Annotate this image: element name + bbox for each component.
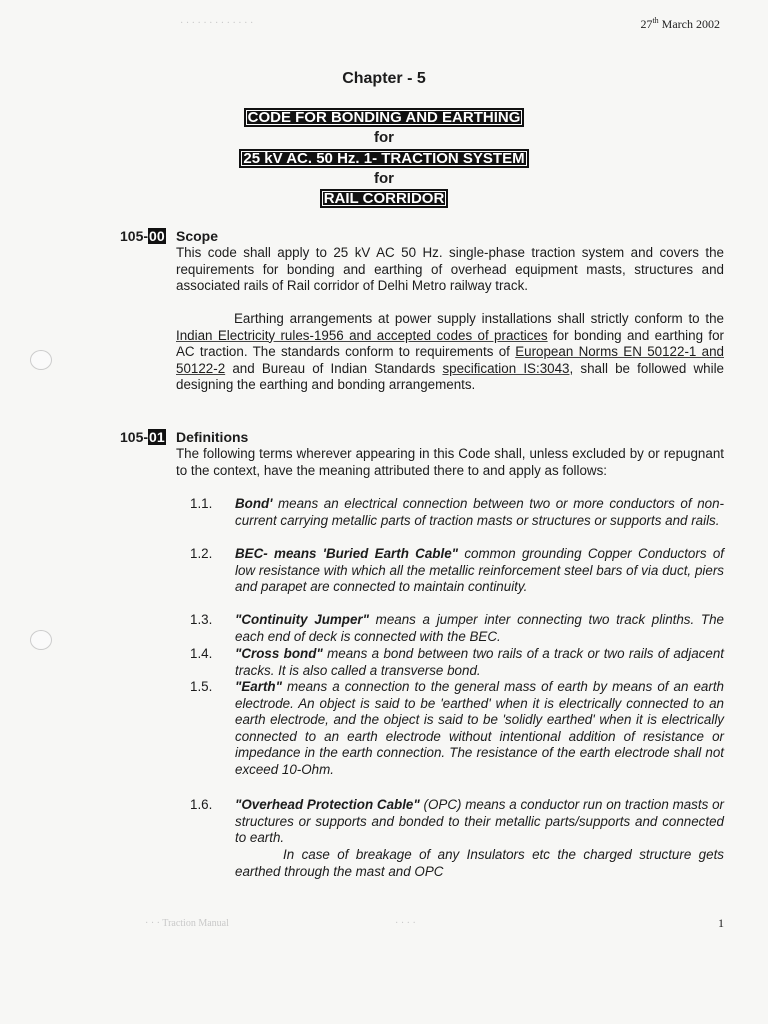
definitions-closing: In case of breakage of any Insulators etc the charged structure gets earthed through the mast and OPC [235,847,724,879]
definitions-intro: The following terms wherever appearing in this Code shall, unless excluded by or repugnant to the context, have the meaning attributed there to and apply as follows: [176,446,724,478]
faint-footer-text-mid: · · · · [395,918,416,929]
title-line-3: RAIL CORRIDOR [0,190,768,207]
definition-item: 1.4. "Cross bond" means a bond between two rails of a track or two rails of adjacent tracks. It is also called a transverse bond. [190,646,724,678]
faint-header-text: · · · · · · · · · · · · · [180,18,254,29]
definition-item: 1.6. "Overhead Protection Cable" (OPC) means a conductor run on traction masts or structures or supports and bonded to their metallic parts/supports and connected to earth. [190,797,724,846]
punch-hole [30,350,52,370]
faint-footer-text: · · · Traction Manual [145,918,229,929]
punch-hole [30,630,52,650]
section-number-definitions: 105-01 [120,429,165,445]
title-for-2: for [374,170,394,187]
page-number: 1 [718,916,724,930]
section-number-scope: 105-00 [120,228,165,244]
document-date: 27th March 2002 [640,16,720,31]
title-line-1: CODE FOR BONDING AND EARTHING [0,109,768,126]
chapter-heading: Chapter - 5 [342,70,426,87]
definition-item: 1.5. "Earth" means a connection to the general mass of earth by means of an earth electrode. An object is said to be 'earthed' when it is electrically connected to an earth electrode, and the object is said to be 'solidly earthed' when it is electrically connected to an earth electrode without intentional addition of resistance or impedance in the earth connection. The resistance of the earth electrode shall not exceed 10-Ohm. [190,679,724,777]
section-title-definitions: Definitions [176,429,249,445]
scope-paragraph-1: This code shall apply to 25 kV AC 50 Hz. single-phase traction system and covers the requirements for bonding and earthing of overhead equipment masts, structures and associated rails of Rail corridor of Delhi Metro railway track. [176,245,724,294]
scope-paragraph-2: Earthing arrangements at power supply installations shall strictly conform to the Indian Electricity rules-1956 and accepted codes of practices for bonding and earthing for AC traction. The standards conform to requirements of European Norms EN 50122-1 and 50122-2 and Bureau of Indian Standards specification IS:3043, shall be followed while designing the earthing and bonding arrangements. [176,311,724,393]
title-line-2: 25 kV AC. 50 Hz. 1- TRACTION SYSTEM [0,150,768,167]
section-title-scope: Scope [176,228,219,244]
definition-item: 1.2. BEC- means 'Buried Earth Cable" common grounding Copper Conductors of low resistance with which all the metallic reinforcement steel bars of via duct, piers and parapet are connected to maintain continuity. [190,546,724,595]
definition-item: 1.1. Bond' means an electrical connection between two or more conductors of non-current carrying metallic parts of traction masts or structures or supports and rails. [190,496,724,528]
definition-item: 1.3. "Continuity Jumper" means a jumper inter connecting two track plinths. The each end of deck is connected with the BEC. [190,612,724,644]
title-for-1: for [374,129,394,146]
